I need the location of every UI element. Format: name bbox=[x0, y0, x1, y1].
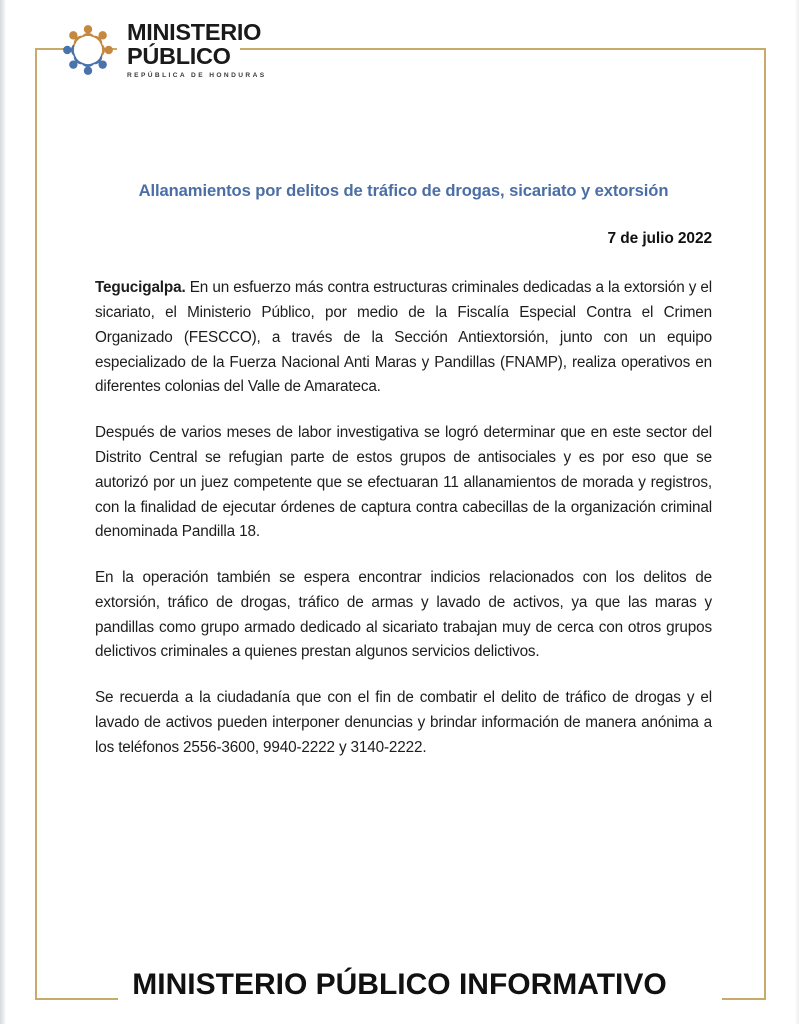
page-title: Allanamientos por delitos de tráfico de drogas, sicariato y extorsión bbox=[138, 181, 669, 200]
paragraph-3: En la operación también se espera encontrar indicios relacionados con los delitos de extorsión, tráfico de drogas, tráfico de armas y lavado de activos, ya que las maras y pandillas como grupo armado dedicado al sicariato trabajan muy de cerca con otros grupos delictivos criminales a quienes prestan algunos servicios delictivos. bbox=[95, 569, 712, 661]
wordmark bbox=[127, 18, 267, 80]
ministerio-publico-logo-icon bbox=[60, 22, 116, 78]
wordmark-line-ministerio: MINISTERIO bbox=[127, 18, 262, 45]
footer-title: MINISTERIO PÚBLICO INFORMATIVO bbox=[118, 968, 680, 1001]
paragraph-2: Después de varios meses de labor investigativa se logró determinar que en este sector del Distrito Central se refugian parte de estos grupos de antisociales y es por eso que se autorizó por un juez competente que se efectuaran 11 allanamientos de morada y registros, con la finalidad de ejecutar órdenes de captura contra cabecillas de la organización criminal denominada Pandilla 18. bbox=[95, 424, 712, 541]
document-date: 7 de julio 2022 bbox=[607, 230, 712, 248]
dateline-city: Tegucigalpa. bbox=[95, 279, 186, 297]
paragraph-1-text: En un esfuerzo más contra estructuras criminales dedicadas a la extorsión y el sicariato, el Ministerio Público, por medio de la Fiscalía Especial Contra el Crimen Organizado (FESCCO), a través de la Sección Antiextorsión, junto con un equipo especializado de la Fuerza Nacional Anti Maras y Pandillas (FNAMP), realiza operativos en diferentes colonias del Valle de Amarateca. bbox=[95, 279, 712, 396]
wordmark-line-publico: PÚBLICO bbox=[127, 43, 231, 70]
wordmark-line-republica: REPÚBLICA DE HONDURAS bbox=[127, 71, 267, 79]
frame-border-right bbox=[764, 48, 766, 1000]
scan-edge-left bbox=[0, 0, 6, 1024]
paragraph-4: Se recuerda a la ciudadanía que con el fin de combatir el delito de tráfico de drogas y el lavado de activos pueden interponer denuncias y brindar información de manera anónima a los teléfonos 2556-3600, 9940-2222 y 3140-2222. bbox=[95, 689, 712, 756]
scan-edge-right bbox=[795, 0, 799, 1024]
paragraph-1 bbox=[95, 276, 712, 400]
letterhead bbox=[60, 16, 320, 84]
document-body bbox=[95, 180, 712, 760]
frame-border-left bbox=[35, 48, 37, 1000]
footer-banner bbox=[0, 968, 799, 1002]
